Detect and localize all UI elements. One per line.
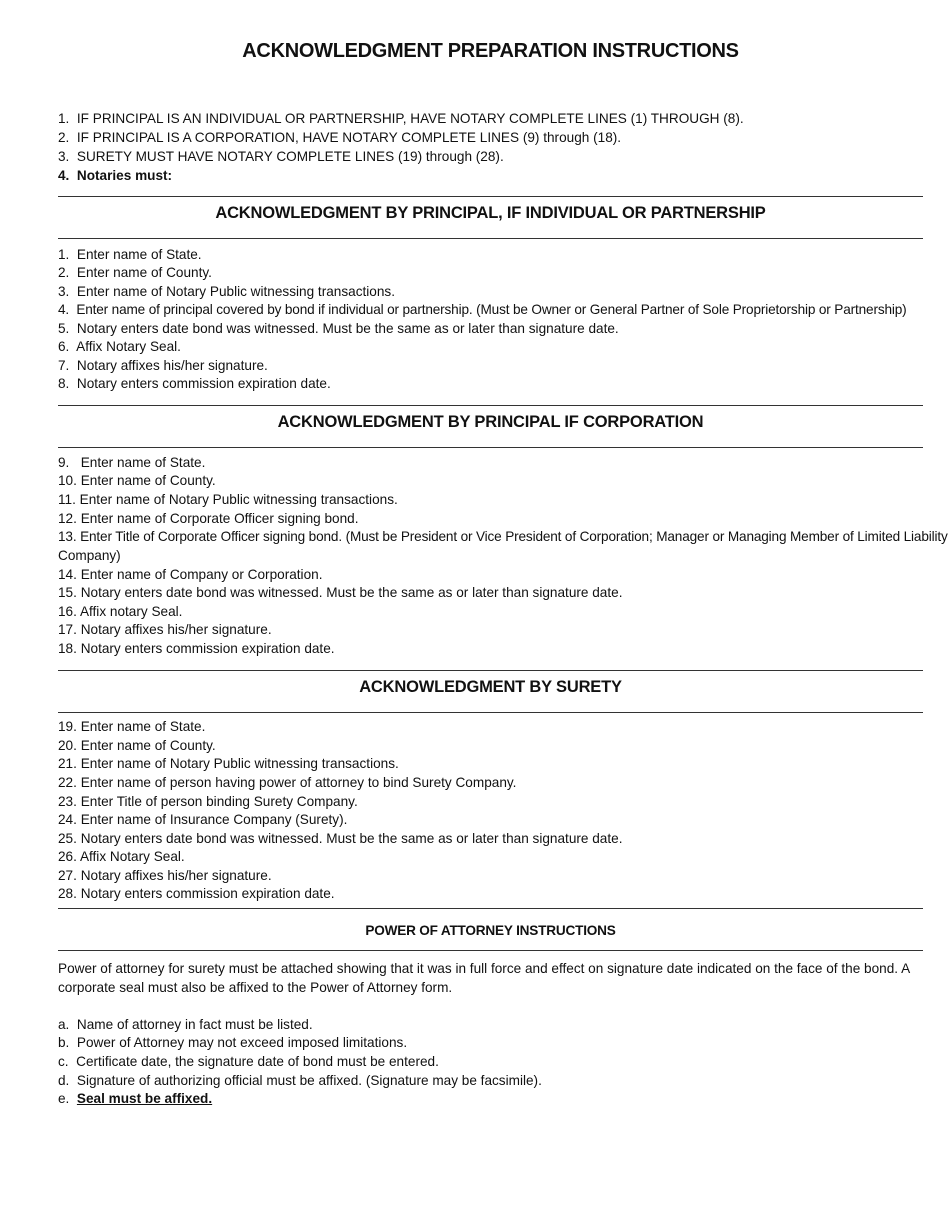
list-item xyxy=(58,1016,313,1035)
list-item-text: Notary enters commission expiration date. xyxy=(80,641,335,656)
list-item-text: Enter Title of person binding Surety Company. xyxy=(80,794,358,809)
list-item-text: Affix Notary Seal. xyxy=(79,849,185,864)
list-item-number: 25. xyxy=(58,831,77,846)
list-item xyxy=(58,755,399,774)
divider xyxy=(58,908,923,909)
list-item-text: Notary affixes his/her signature. xyxy=(80,868,272,883)
divider xyxy=(58,447,923,448)
list-item-text: Enter name of County. xyxy=(76,265,212,280)
list-item xyxy=(58,246,202,265)
list-item xyxy=(58,718,205,737)
list-item xyxy=(58,528,948,547)
intro-item-number: 1. xyxy=(58,111,70,126)
list-item-text: Seal must be affixed. xyxy=(76,1091,213,1106)
list-item xyxy=(58,830,622,849)
list-item-number: 13. xyxy=(58,529,77,544)
intro-item xyxy=(58,110,744,129)
list-item-letter: a. xyxy=(58,1017,70,1032)
list-item xyxy=(58,1072,542,1091)
list-item-text: Enter name of Notary Public witnessing transactions. xyxy=(76,284,395,299)
list-item xyxy=(58,584,622,603)
power-of-attorney-paragraph: Power of attorney for surety must be attached showing that it was in full force and effect on signature date indicated on the face of the bond. A corporate seal must also be affixed to the Power of Attorney form. xyxy=(58,961,910,995)
list-item-number: 9. xyxy=(58,455,70,470)
list-item xyxy=(58,867,272,886)
list-item-number: 18. xyxy=(58,641,77,656)
list-item-number: 6. xyxy=(58,339,70,354)
list-item-text: Enter name of State. xyxy=(76,247,202,262)
intro-item-text: Notaries must: xyxy=(76,168,173,183)
divider xyxy=(58,238,923,239)
list-item-text: Enter Title of Corporate Officer signing bond. (Must be President or Vice President of Corporation; Manager or Managing Member of Limited Liability xyxy=(80,529,948,544)
list-item-number: 21. xyxy=(58,756,77,771)
list-item xyxy=(58,774,516,793)
divider xyxy=(58,950,923,951)
list-item-letter: c. xyxy=(58,1054,69,1069)
list-item-number: 16. xyxy=(58,604,77,619)
section-heading-surety: ACKNOWLEDGMENT BY SURETY xyxy=(359,678,622,696)
list-item-number: 8. xyxy=(58,376,70,391)
list-item-number: 27. xyxy=(58,868,77,883)
list-item-number: 14. xyxy=(58,567,77,582)
list-item-number: 4. xyxy=(58,302,70,317)
list-item xyxy=(58,848,185,867)
intro-item-text: SURETY MUST HAVE NOTARY COMPLETE LINES (19) through (28). xyxy=(76,149,504,164)
list-item-number: 17. xyxy=(58,622,77,637)
list-item-text: Company) xyxy=(58,548,121,563)
divider xyxy=(58,405,923,406)
list-item xyxy=(58,621,272,640)
list-item-text: Power of Attorney may not exceed imposed limitations. xyxy=(76,1035,408,1050)
list-item-number: 15. xyxy=(58,585,77,600)
section-heading-individual: ACKNOWLEDGMENT BY PRINCIPAL, IF INDIVIDUAL OR PARTNERSHIP xyxy=(215,204,766,222)
list-item-text: Notary enters date bond was witnessed. Must be the same as or later than signature date. xyxy=(80,585,623,600)
list-item xyxy=(58,301,907,320)
list-item-text: Signature of authorizing official must be affixed. (Signature may be facsimile). xyxy=(76,1073,542,1088)
section-heading-corporation: ACKNOWLEDGMENT BY PRINCIPAL IF CORPORATION xyxy=(277,413,704,431)
intro-item xyxy=(58,148,504,167)
divider xyxy=(58,196,923,197)
list-item xyxy=(58,264,212,283)
list-item-text: Notary affixes his/her signature. xyxy=(80,622,272,637)
intro-item-text: IF PRINCIPAL IS AN INDIVIDUAL OR PARTNERSHIP, HAVE NOTARY COMPLETE LINES (1) THROUGH (8). xyxy=(76,111,744,126)
list-item xyxy=(58,603,182,622)
list-item xyxy=(58,1090,212,1109)
list-item-number: 11. xyxy=(58,492,76,507)
list-item-text: Enter name of State. xyxy=(80,455,206,470)
list-item-number: 3. xyxy=(58,284,70,299)
list-item-text: Enter name of principal covered by bond if individual or partnership. (Must be Owner or General Partner of Sole Proprietorship or Partnership) xyxy=(76,302,907,317)
list-item xyxy=(58,338,181,357)
list-item-text: Name of attorney in fact must be listed. xyxy=(76,1017,313,1032)
list-item xyxy=(58,283,395,302)
list-item xyxy=(58,375,331,394)
list-item-text: Enter name of Insurance Company (Surety). xyxy=(80,812,348,827)
list-item-number: 24. xyxy=(58,812,77,827)
list-item-number: 7. xyxy=(58,358,70,373)
list-item-text: Notary enters commission expiration date. xyxy=(80,886,335,901)
list-item-number: 12. xyxy=(58,511,77,526)
list-item-text: Enter name of person having power of attorney to bind Surety Company. xyxy=(80,775,517,790)
list-item-letter: d. xyxy=(58,1073,70,1088)
divider xyxy=(58,670,923,671)
intro-item-text: IF PRINCIPAL IS A CORPORATION, HAVE NOTARY COMPLETE LINES (9) through (18). xyxy=(76,130,622,145)
list-item-number: 20. xyxy=(58,738,77,753)
list-item-number: 5. xyxy=(58,321,70,336)
list-item xyxy=(58,737,216,756)
list-item-text: Enter name of County. xyxy=(80,473,216,488)
list-item-text: Certificate date, the signature date of bond must be entered. xyxy=(76,1054,439,1069)
list-item-number: 22. xyxy=(58,775,77,790)
list-item-letter: b. xyxy=(58,1035,70,1050)
list-item-text: Enter name of Notary Public witnessing transactions. xyxy=(80,756,399,771)
list-item xyxy=(58,1053,439,1072)
intro-item-number: 3. xyxy=(58,149,70,164)
list-item-number: 1. xyxy=(58,247,70,262)
list-item xyxy=(58,566,322,585)
list-item-letter: e. xyxy=(58,1091,70,1106)
list-item xyxy=(58,1034,407,1053)
list-item-text: Affix Notary Seal. xyxy=(76,339,181,354)
intro-item-number: 2. xyxy=(58,130,70,145)
list-item-number: 23. xyxy=(58,794,77,809)
list-item-number: 2. xyxy=(58,265,70,280)
list-item-text: Enter name of Notary Public witnessing transactions. xyxy=(79,492,398,507)
list-item xyxy=(58,793,358,812)
intro-item-number: 4. xyxy=(58,168,70,183)
list-item xyxy=(58,491,398,510)
list-item-number: 26. xyxy=(58,849,77,864)
list-item-number: 19. xyxy=(58,719,77,734)
list-item xyxy=(58,885,335,904)
list-item-number: 28. xyxy=(58,886,77,901)
list-item-text: Notary affixes his/her signature. xyxy=(76,358,268,373)
list-item-text: Enter name of State. xyxy=(80,719,206,734)
list-item xyxy=(58,510,359,529)
section-heading-power-of-attorney: POWER OF ATTORNEY INSTRUCTIONS xyxy=(365,923,616,938)
list-item xyxy=(58,472,216,491)
list-item-text: Affix notary Seal. xyxy=(79,604,183,619)
list-item-number: 10. xyxy=(58,473,77,488)
document-title: ACKNOWLEDGMENT PREPARATION INSTRUCTIONS xyxy=(242,40,739,62)
list-item-text: Notary enters date bond was witnessed. Must be the same as or later than signature date. xyxy=(76,321,619,336)
intro-item xyxy=(58,167,172,186)
intro-item xyxy=(58,129,621,148)
list-item xyxy=(58,320,619,339)
list-item xyxy=(58,811,347,830)
list-item-text: Notary enters commission expiration date. xyxy=(76,376,331,391)
list-item xyxy=(58,454,205,473)
list-item xyxy=(58,357,268,376)
list-item-text: Enter name of County. xyxy=(80,738,216,753)
list-item-text: Enter name of Company or Corporation. xyxy=(80,567,323,582)
list-item-text: Enter name of Corporate Officer signing bond. xyxy=(80,511,359,526)
list-item xyxy=(58,640,335,659)
list-item-continuation xyxy=(58,547,121,566)
divider xyxy=(58,712,923,713)
list-item-text: Notary enters date bond was witnessed. Must be the same as or later than signature date. xyxy=(80,831,623,846)
